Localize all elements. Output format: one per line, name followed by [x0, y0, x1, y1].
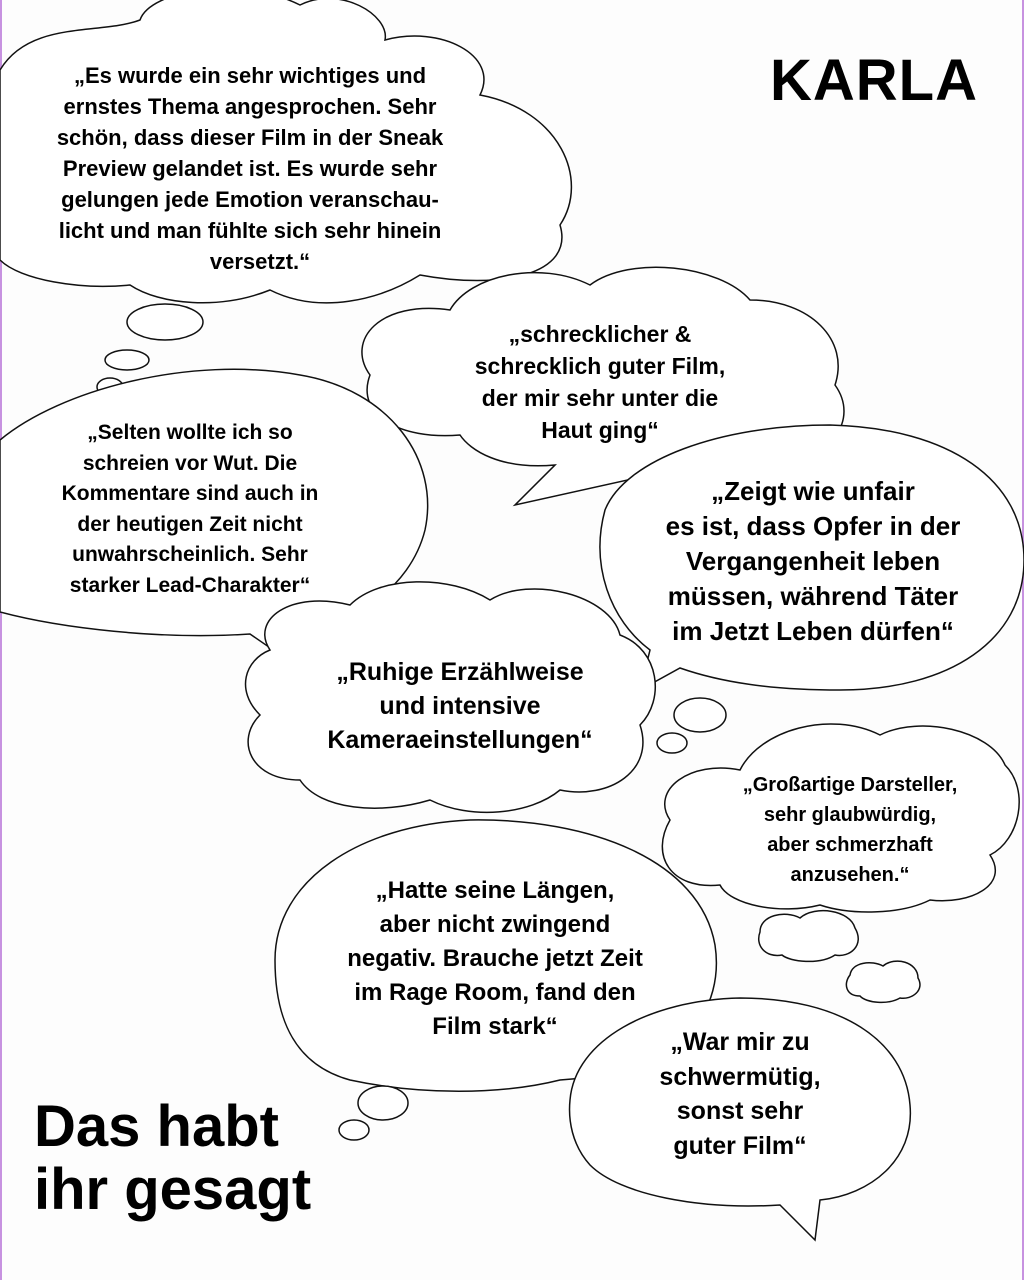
quote-3-text: [20, 418, 360, 601]
quote-line: licht und man fühlte sich sehr hinein: [58, 218, 442, 243]
quote-line: „War mir zu: [670, 1028, 810, 1056]
quote-line: versetzt.“: [209, 249, 311, 274]
quote-line: „Großartige Darsteller,: [742, 774, 958, 796]
page-headline: [34, 1096, 454, 1221]
quote-line: Vergangenheit leben: [685, 546, 941, 576]
quote-line: schwermütig,: [659, 1062, 821, 1091]
quote-line: aber nicht zwingend: [379, 911, 611, 938]
quote-6-text: [700, 770, 1000, 890]
quote-line: aber schmerzhaft: [767, 834, 933, 856]
quote-line: es ist, dass Opfer in der: [665, 511, 961, 541]
quote-line: „Selten wollte ich so: [87, 421, 293, 444]
quote-line: guter Film“: [673, 1131, 807, 1160]
quote-line: negativ. Brauche jetzt Zeit: [347, 945, 643, 972]
quote-line: ernstes Thema angesprochen. Sehr: [63, 94, 437, 119]
small-cloud-6b: [846, 961, 920, 1002]
quote-line: „Es wurde ein sehr wichtiges und: [73, 63, 427, 88]
headline-line: Das habt: [34, 1094, 279, 1159]
quote-line: anzusehen.“: [790, 864, 910, 886]
quote-4-text: [628, 474, 998, 649]
headline-line: ihr gesagt: [34, 1156, 312, 1222]
quote-line: „Zeigt wie unfair: [711, 476, 915, 506]
quote-line: müssen, während Täter: [667, 581, 959, 611]
quote-line: „schrecklicher &: [508, 321, 692, 347]
quote-line: Haut ging“: [541, 417, 659, 443]
quote-1-text: [15, 60, 485, 277]
quote-5-text: [290, 655, 630, 757]
thought-dot-1a: [127, 304, 203, 340]
quote-line: im Rage Room, fand den: [354, 979, 636, 1006]
quote-line: Kommentare sind auch in: [61, 482, 319, 505]
quote-line: der mir sehr unter die: [481, 385, 719, 411]
quote-line: gelungen jede Emotion veranschau-: [61, 187, 439, 212]
thought-dot-5a: [674, 698, 726, 732]
quote-line: „Ruhige Erzählweise: [336, 658, 584, 686]
quote-line: sonst sehr: [676, 1097, 804, 1125]
brand-logo-text: KARLA: [770, 48, 978, 113]
quote-line: unwahrscheinlich. Sehr: [72, 543, 308, 566]
quote-line: und intensive: [379, 692, 541, 720]
quote-line: im Jetzt Leben dürfen“: [672, 616, 954, 646]
quote-line: schreien vor Wut. Die: [82, 451, 298, 475]
quote-line: schön, dass dieser Film in der Sneak: [56, 125, 444, 150]
thought-dot-5b: [657, 733, 687, 753]
thought-dot-1b: [105, 350, 149, 370]
quote-7-text: [300, 874, 690, 1044]
quote-line: Kameraeinstellungen“: [327, 726, 593, 754]
quote-line: schrecklich guter Film,: [474, 353, 726, 379]
quote-line: der heutigen Zeit nicht: [77, 512, 303, 536]
quote-line: Preview gelandet ist. Es wurde sehr: [62, 156, 438, 181]
quote-2-text: [435, 318, 765, 446]
quote-line: „Hatte seine Längen,: [375, 877, 615, 904]
quote-line: Film stark“: [432, 1013, 558, 1040]
quote-8-text: [620, 1025, 860, 1163]
small-cloud-6a: [759, 911, 859, 962]
quote-line: sehr glaubwürdig,: [763, 804, 937, 826]
quote-line: starker Lead-Charakter“: [69, 573, 311, 597]
